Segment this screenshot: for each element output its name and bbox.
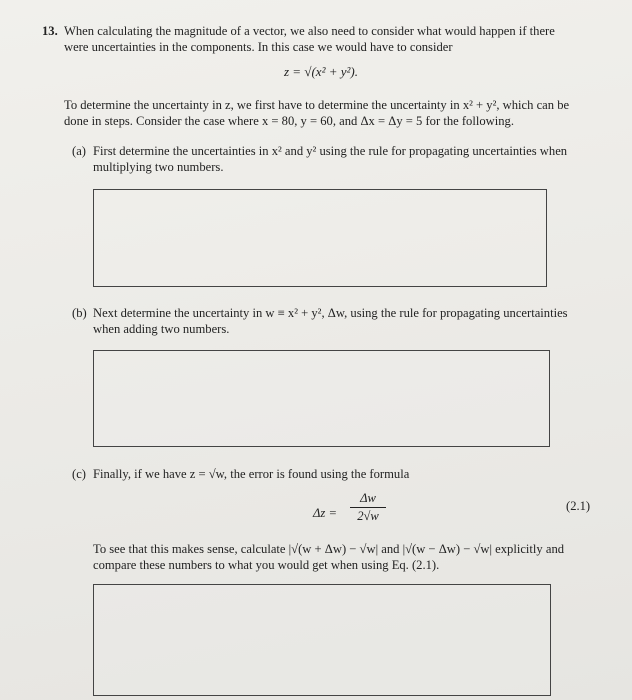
part-a-label: (a) (72, 144, 86, 158)
formula-numerator: Δw (360, 491, 376, 505)
part-c-line3: compare these numbers to what you would get when using Eq. (2.1). (93, 558, 440, 572)
part-c-answer-box[interactable] (93, 584, 551, 696)
part-c-label: (c) (72, 467, 86, 481)
formula-fraction-bar (350, 507, 386, 508)
paragraph-line1: To determine the uncertainty in z, we first have to determine the uncertainty in x² + y², which can be (64, 98, 570, 112)
paragraph-line2: done in steps. Consider the case where x = 80, y = 60, and Δx = Δy = 5 for the following. (64, 114, 514, 128)
formula-tag: (2.1) (566, 499, 591, 513)
intro-text-line2: were uncertainties in the components. In this case we would have to consider (64, 40, 453, 54)
part-c-line2: To see that this makes sense, calculate |√(w + Δw) − √w| and |√(w − Δw) − √w| explicitly and (93, 542, 565, 556)
part-a-line2: multiplying two numbers. (93, 160, 224, 174)
part-a-answer-box[interactable] (93, 189, 547, 287)
intro-text-line1: When calculating the magnitude of a vector, we also need to consider what would happen if there (64, 24, 555, 38)
main-equation: z = √(x² + y²). (284, 64, 358, 79)
problem-number: 13. (42, 24, 58, 38)
part-a-line1: First determine the uncertainties in x² and y² using the rule for propagating uncertainties when (93, 144, 568, 158)
formula-lhs: Δz = (313, 506, 337, 520)
formula-denominator: 2√w (357, 509, 379, 523)
part-b-line1: Next determine the uncertainty in w ≡ x² + y², Δw, using the rule for propagating uncertainties (93, 306, 568, 320)
part-b-line2: when adding two numbers. (93, 322, 230, 336)
part-c-line1: Finally, if we have z = √w, the error is found using the formula (93, 467, 410, 481)
part-b-label: (b) (72, 306, 87, 320)
part-b-answer-box[interactable] (93, 350, 550, 447)
